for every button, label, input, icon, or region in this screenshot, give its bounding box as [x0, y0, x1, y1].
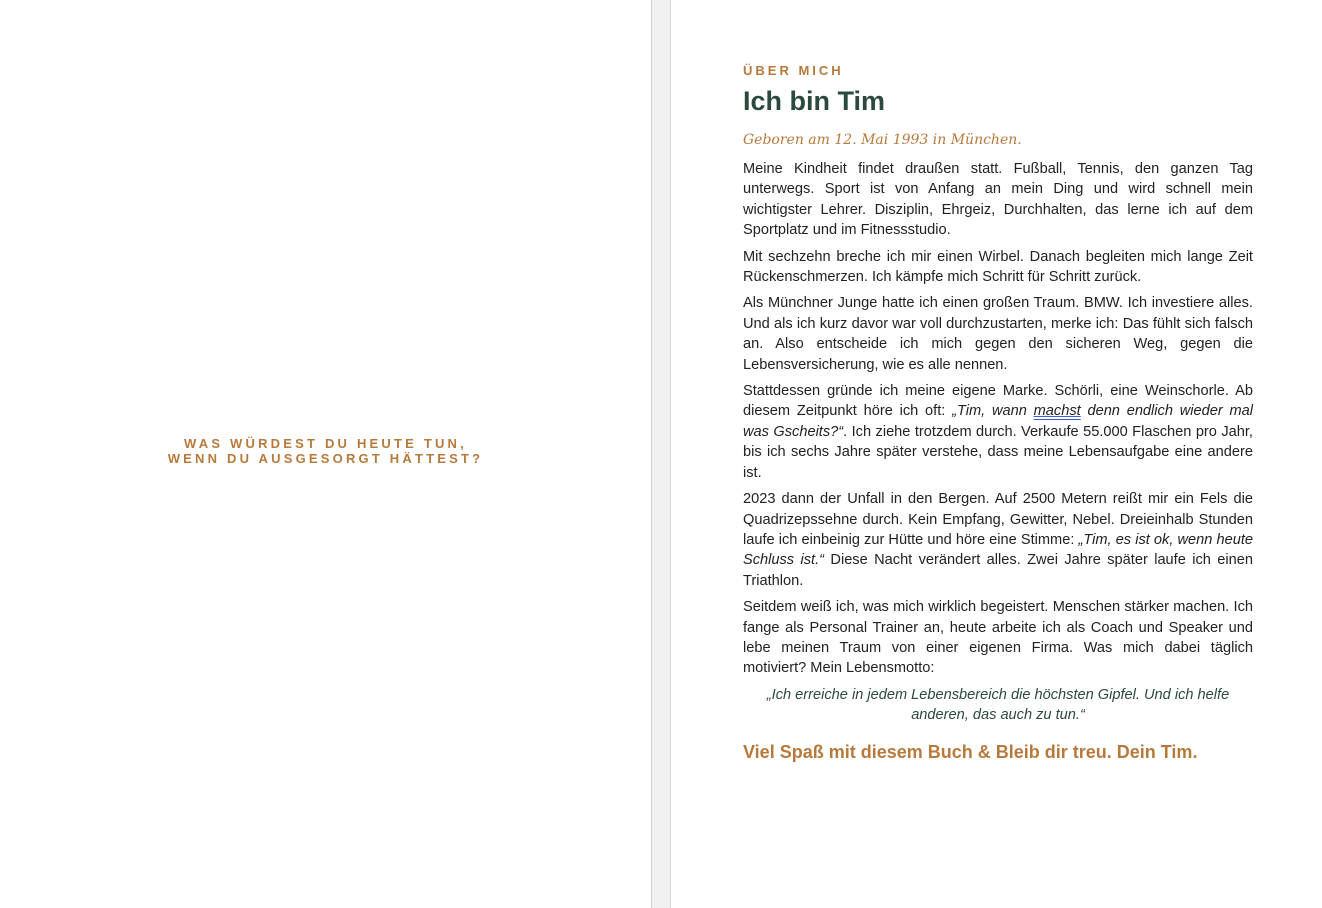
question-heading — [0, 436, 651, 466]
page-title: Ich bin Tim — [743, 86, 886, 116]
schoerli-quote-part-b: denn endlich wieder mal was Gscheits?“ — [743, 403, 1253, 440]
birth-line: Geboren am 12. Mai 1993 in München. — [743, 132, 1022, 148]
life-motto-quote: „Ich erreiche in jedem Lebensbereich die höchsten Gipfel. Und ich helfe anderen, das auch zu tun.“ — [766, 686, 1230, 724]
schoerli-quote-part-a: „Tim, wann — [952, 403, 1034, 420]
paragraph-schoerli — [743, 381, 1253, 483]
page-gutter — [651, 0, 671, 908]
accident-quote: „Tim, es ist ok, wenn heute Schluss ist.“ — [743, 531, 1253, 569]
paragraph-today: Seitdem weiß ich, was mich wirklich begeistert. Menschen stärker machen. Ich fange als Personal Trainer an, heute arbeite ich als Coach und Speaker und lebe meinen Traum von einer eigenen Firma. Was mich dabei täglich motiviert? Mein Lebensmotto: — [743, 599, 1253, 677]
paragraph-accident-end: Diese Nacht verändert alles. Zwei Jahre später laufe ich einen Triathlon. — [743, 552, 1253, 589]
question-line-1: WAS WÜRDEST DU HEUTE TUN, — [184, 436, 467, 451]
paragraph-bmw: Als Münchner Junge hatte ich einen großen Traum. BMW. Ich investiere alles. Und als ich kurz davor war voll durchzustarten, merke ich: Das fühlt sich falsch an. Also entscheide ich mich gegen den sicheren Weg, gegen die Lebensversicherung, wie es alle nennen. — [743, 295, 1253, 373]
paragraph-accident — [743, 489, 1253, 591]
question-line-2: WENN DU AUSGESORGT HÄTTEST? — [167, 451, 484, 466]
spellcheck-word[interactable]: machst — [1033, 403, 1081, 420]
section-overline: ÜBER MICH — [743, 63, 844, 78]
left-page — [0, 0, 651, 908]
paragraph-childhood: Meine Kindheit findet draußen statt. Fußball, Tennis, den ganzen Tag unterwegs. Sport ist von Anfang an mein Ding und wird schnell mein wichtigster Lehrer. Disziplin, Ehrgeiz, Durchhalten, das lerne ich auf dem Sportplatz und im Fitnessstudio. — [743, 161, 1253, 239]
about-section — [743, 62, 1253, 764]
closing-line: Viel Spaß mit diesem Buch & Bleib dir treu. Dein Tim. — [743, 741, 1198, 762]
paragraph-schoerli-start: Stattdessen gründe ich meine eigene Marke. Schörli, eine Weinschorle. Ab diesem Zeitpunkt höre ich oft: — [743, 383, 1253, 420]
paragraph-accident-start: 2023 dann der Unfall in den Bergen. Auf 2500 Metern reißt mir ein Fels die Quadrizepssehne durch. Kein Empfang, Gewitter, Nebel. Dreieinhalb Stunden laufe ich einbeinig zur Hütte und höre eine Stimme: — [743, 491, 1253, 548]
paragraph-schoerli-end: . Ich ziehe trotzdem durch. Verkaufe 55.000 Flaschen pro Jahr, bis ich sechs Jahre später verstehe, dass meine Lebensaufgabe eine andere ist. — [743, 423, 1253, 481]
right-page — [671, 0, 1322, 908]
paragraph-injury: Mit sechzehn breche ich mir einen Wirbel. Danach begleiten mich lange Zeit Rückenschmerzen. Ich kämpfe mich Schritt für Schritt zurück. — [743, 248, 1253, 286]
